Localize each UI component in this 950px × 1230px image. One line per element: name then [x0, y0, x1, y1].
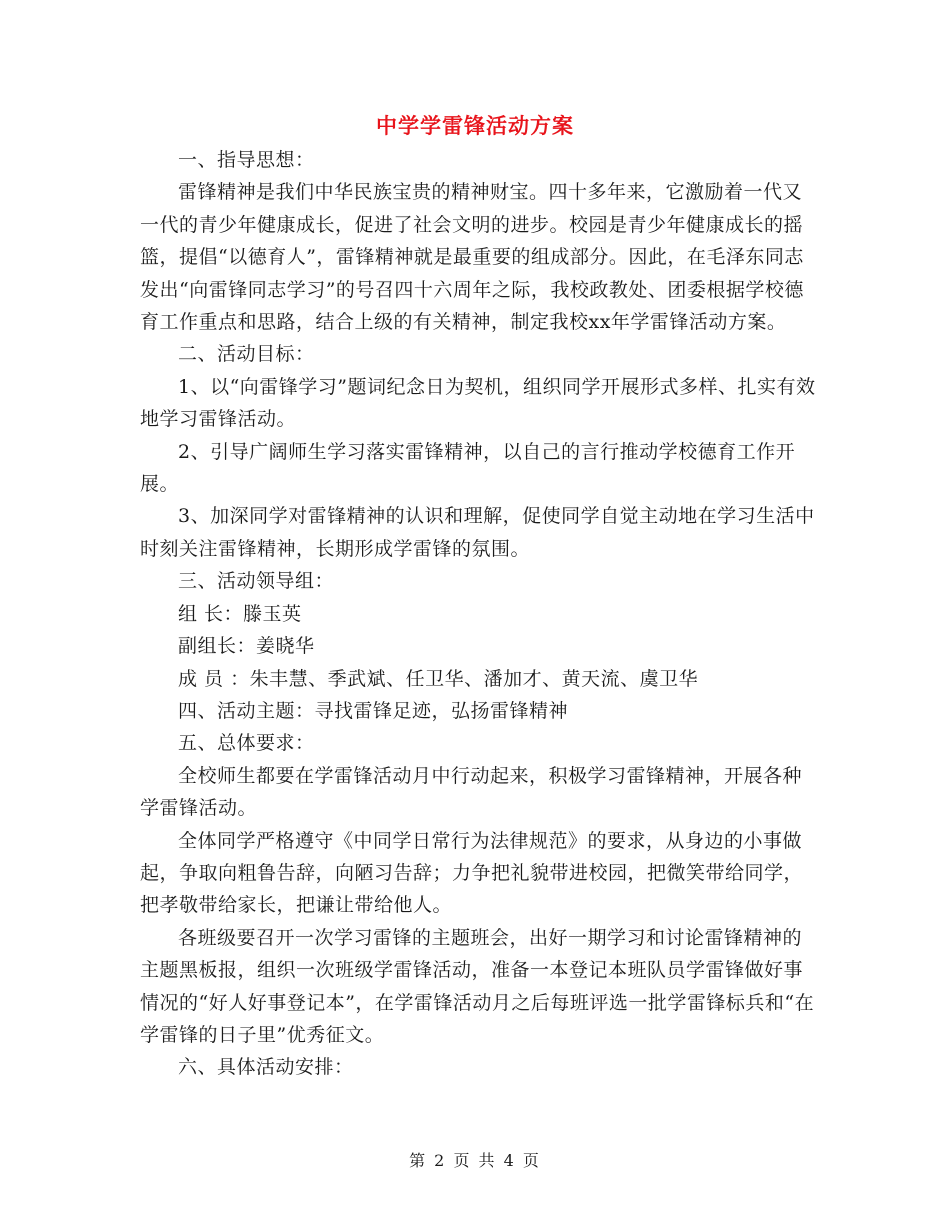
section-heading-specific-arrangements: 六、具体活动安排：	[178, 1056, 354, 1079]
document-body	[140, 144, 820, 1084]
deputy-leader-line: 副组长：姜晓华	[178, 635, 315, 658]
goal-item-2: 2、引导广阔师生学习落实雷锋精神，以自己的言行推动学校德育工作开展。	[140, 440, 796, 496]
section-heading-general-requirements: 五、总体要求：	[178, 732, 315, 755]
paragraph: 全校师生都要在学雷锋活动月中行动起来，积极学习雷锋精神，开展各种学雷锋活动。	[140, 764, 803, 820]
paragraph: 全体同学严格遵守《中同学日常行为法律规范》的要求，从身边的小事做起，争取向粗鲁告辞，向陋习告辞；力争把礼貌带进校园，把微笑带给同学，把孝敬带给家长，把谦让带给他人。	[140, 829, 804, 917]
members-line: 成 员 ：朱丰慧、季武斌、任卫华、潘加才、黄天流、虞卫华	[178, 667, 699, 690]
paragraph: 各班级要召开一次学习雷锋的主题班会，出好一期学习和讨论雷锋精神的主题黑板报，组织一次班级学雷锋活动，准备一本登记本班队员学雷锋做好事情况的“好人好事登记本”，在学雷锋活动月之后每班评选一批学雷锋标兵和“在学雷锋的日子里”优秀征文。	[140, 926, 815, 1046]
goal-item-1: 1、以“向雷锋学习”题词纪念日为契机，组织同学开展形式多样、扎实有效地学习雷锋活动。	[140, 375, 816, 431]
goal-item-3: 3、加深同学对雷锋精神的认识和理解，促使同学自觉主动地在学习生活中时刻关注雷锋精神，长期形成学雷锋的氛围。	[140, 505, 815, 560]
section-heading-activity-theme: 四、活动主题：寻找雷锋足迹，弘扬雷锋精神	[178, 699, 569, 722]
section-heading-guiding-ideology: 一、指导思想：	[178, 149, 315, 171]
leader-line: 组 长：滕玉英	[178, 602, 302, 625]
document-title: 中学学雷锋活动方案	[376, 114, 574, 138]
section-heading-activity-goals: 二、活动目标：	[178, 343, 315, 366]
page-number: 第 2 页 共 4 页	[409, 1151, 541, 1170]
paragraph: 雷锋精神是我们中华民族宝贵的精神财宝。四十多年来，它激励着一代又一代的青少年健康成长，促进了社会文明的进步。校园是青少年健康成长的摇篮，提倡“以德育人”，雷锋精神就是最重要的组成部分。因此，在毛泽东同志发出“向雷锋同志学习”的号召四十六周年之际，我校政教处、团委根据学校德育工作重点和思路，结合上级的有关精神，制定我校xx年学雷锋活动方案。	[140, 181, 804, 334]
section-heading-leadership-group: 三、活动领导组：	[178, 570, 335, 593]
